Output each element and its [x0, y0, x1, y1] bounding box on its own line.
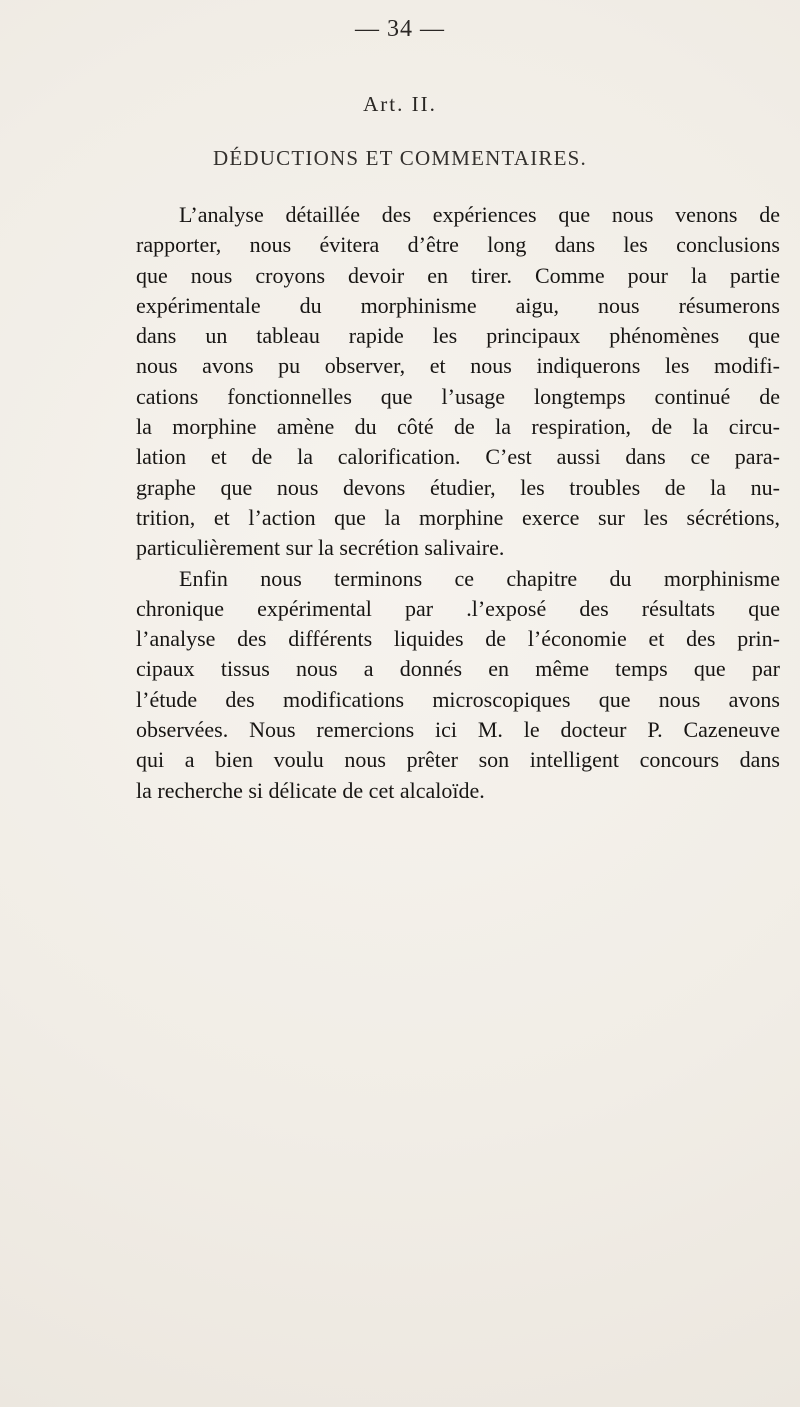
text-line: L’analyse détaillée des expériences que nous venons de [179, 202, 780, 227]
text-line: cations fonctionnelles que l’usage longtemps continué de [136, 383, 780, 409]
text-line: lation et de la calorification. C’est aussi dans ce para- [136, 444, 780, 470]
section-title: DÉDUCTIONS ET COMMENTAIRES. [213, 146, 587, 170]
body-text [136, 200, 780, 806]
text-line: cipaux tissus nous a donnés en même temps que par [136, 656, 780, 682]
text-line: chronique expérimental par .l’exposé des résultats que [136, 595, 780, 621]
text-line: observées. Nous remercions ici M. le docteur P. Cazeneuve [136, 717, 780, 743]
text-line: Enfin nous terminons ce chapitre du morphinisme [179, 565, 780, 591]
text-line: expérimentale du morphinisme aigu, nous résumerons [136, 292, 780, 318]
text-line: la recherche si délicate de cet alcaloïde. [136, 777, 485, 803]
text-line: nous avons pu observer, et nous indiquerons les modifi- [136, 353, 780, 379]
text-line: que nous croyons devoir en tirer. Comme pour la partie [136, 262, 780, 288]
text-line: l’analyse des différents liquides de l’économie et des prin- [136, 626, 780, 652]
text-line: dans un tableau rapide les principaux phénomènes que [136, 323, 780, 349]
page-number: — 34 — [355, 16, 445, 42]
text-line: la morphine amène du côté de la respiration, de la circu- [136, 414, 780, 440]
text-line: graphe que nous devons étudier, les troubles de la nu- [136, 474, 780, 500]
article-heading: Art. II. [363, 92, 437, 116]
paragraph-2 [136, 564, 780, 806]
text-line: l’étude des modifications microscopiques que nous avons [136, 686, 780, 712]
text-line: qui a bien voulu nous prêter son intelligent concours dans [136, 747, 780, 773]
text-line: rapporter, nous évitera d’être long dans les conclusions [136, 232, 780, 258]
paragraph-1 [136, 200, 780, 564]
text-line: particulièrement sur la secrétion salivaire. [136, 535, 505, 561]
text-line: trition, et l’action que la morphine exerce sur les sécrétions, [136, 504, 780, 530]
